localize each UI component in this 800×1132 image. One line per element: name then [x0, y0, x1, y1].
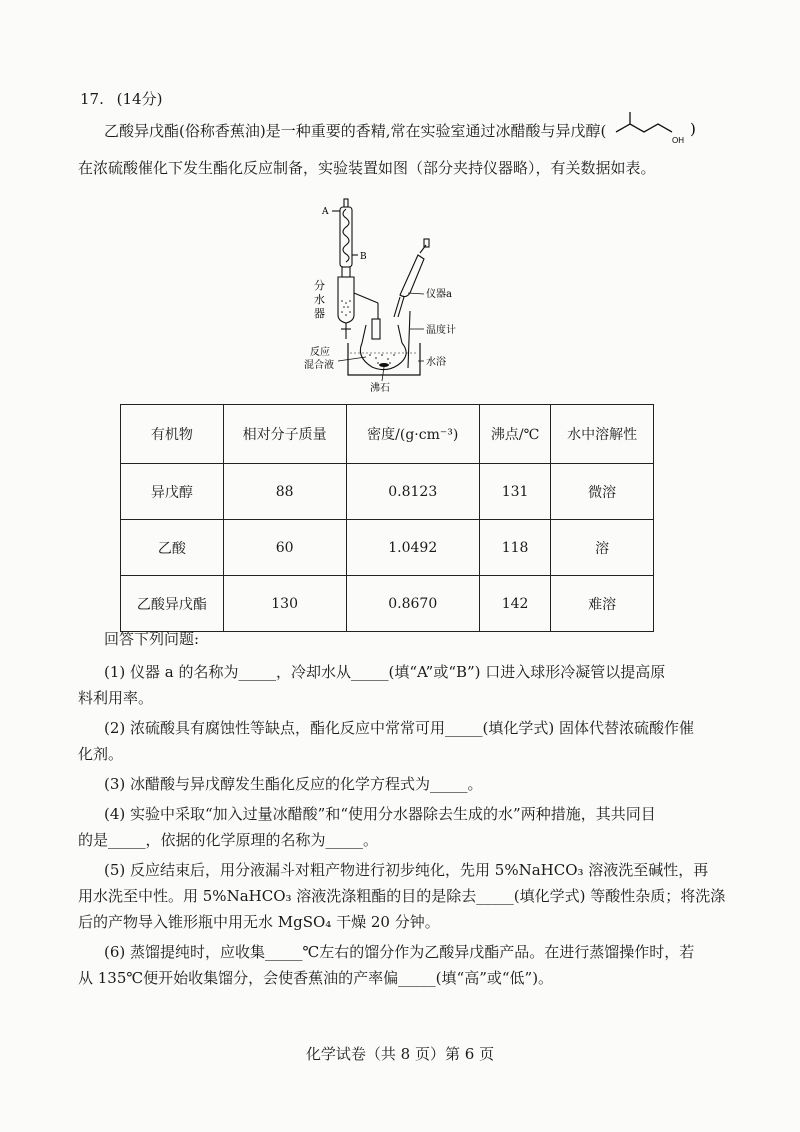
boiling-stones — [379, 363, 389, 367]
table-cell: 溶 — [551, 520, 654, 576]
table-cell: 微溶 — [551, 464, 654, 520]
sub-question-2-line2: 化剂。 — [78, 745, 124, 763]
table-cell: 1.0492 — [346, 520, 479, 576]
sub-question-1-line2: 料利用率。 — [78, 689, 154, 707]
data-table — [120, 404, 654, 632]
sub-question-6-line2: 从 135℃便开始收集馏分，会使香蕉油的产率偏_____(填“高”或“低”)。 — [78, 969, 554, 987]
intro-text-prefix: 乙酸异戊酯(俗称香蕉油)是一种重要的香精,常在实验室通过冰醋酸与异戊醇( — [104, 122, 607, 140]
sub-question-1-line1: (1) 仪器 a 的名称为_____，冷却水从_____(填“A”或“B”) 口进入球形冷凝管以提高原 — [104, 663, 666, 681]
ball-condenser — [332, 199, 358, 267]
label-separator-1: 分 — [314, 279, 325, 292]
page-footer: 化学试卷（共 8 页）第 6 页 — [305, 1045, 495, 1063]
table-cell: 乙酸异戊酯 — [121, 576, 224, 632]
thermometer — [408, 311, 410, 368]
table-cell: 142 — [479, 576, 550, 632]
table-cell: 118 — [479, 520, 550, 576]
label-reaction-mixture-1: 反应 — [310, 347, 330, 358]
header-solubility: 水中溶解性 — [551, 405, 654, 464]
question-intro-line2: 在浓硫酸催化下发生酯化反应制备，实验装置如图（部分夹持仪器略），有关数据如表。 — [78, 159, 656, 177]
sub-question-4-line2: 的是_____，依据的化学原理的名称为_____。 — [78, 831, 379, 849]
label-boiling-stone: 沸石 — [370, 383, 390, 394]
header-molar-mass: 相对分子质量 — [223, 405, 346, 464]
table-cell: 难溶 — [551, 576, 654, 632]
table-header-row — [121, 405, 654, 464]
label-a: A — [322, 207, 329, 217]
label-separator-3: 器 — [314, 307, 325, 320]
sub-question-6-line1: (6) 蒸馏提纯时，应收集_____℃左右的馏分作为乙酸异戊酯产品。在进行蒸馏操作时，若 — [104, 943, 695, 961]
label-b: B — [360, 252, 367, 262]
label-water-bath: 水浴 — [426, 357, 446, 368]
table-cell: 60 — [223, 520, 346, 576]
sub-question-5-line1: (5) 反应结束后，用分液漏斗对粗产物进行初步纯化，先用 5%NaHCO₃ 溶液洗至碱性，再 — [104, 861, 709, 879]
table-row — [121, 576, 654, 632]
table-cell: 131 — [479, 464, 550, 520]
isoamyl-alcohol-structure — [602, 112, 698, 146]
apparatus-diagram — [300, 193, 470, 398]
header-compound: 有机物 — [121, 405, 224, 464]
sub-question-5-line3: 后的产物导入锥形瓶中用无水 MgSO₄ 干燥 20 分钟。 — [78, 913, 440, 931]
sub-question-5-line2: 用水洗至中性。用 5%NaHCO₃ 溶液洗涤粗酯的目的是除去_____(填化学式) 等酸性杂质；将洗涤 — [78, 887, 726, 905]
structure-oh-label: OH — [672, 136, 684, 145]
instrument-a-leader — [408, 293, 424, 294]
separator-liquid-dots — [341, 300, 351, 316]
header-density: 密度/(g·cm⁻³) — [346, 405, 479, 464]
table-cell: 异戊醇 — [121, 464, 224, 520]
label-reaction-mixture-2: 混合液 — [304, 360, 334, 371]
table-row — [121, 464, 654, 520]
table-cell: 88 — [223, 464, 346, 520]
label-thermometer: 温度计 — [426, 325, 456, 336]
intro-text-suffix: ) — [690, 120, 696, 138]
sub-question-2-line1: (2) 浓硫酸具有腐蚀性等缺点，酯化反应中常常可用_____(填化学式) 固体代替浓硫酸作催 — [104, 719, 694, 737]
label-separator-2: 水 — [314, 293, 325, 306]
table-cell: 0.8670 — [346, 576, 479, 632]
reaction-mixture-leader — [338, 357, 366, 361]
label-instrument-a: 仪器a — [426, 289, 452, 300]
table-row — [121, 520, 654, 576]
table-cell: 130 — [223, 576, 346, 632]
question-header — [80, 88, 162, 109]
structure-bonds — [616, 124, 672, 132]
question-intro-line1 — [104, 120, 606, 141]
table-cell: 乙酸 — [121, 520, 224, 576]
table-cell: 0.8123 — [346, 464, 479, 520]
answer-prompt: 回答下列问题: — [104, 630, 200, 648]
three-neck-flask — [360, 319, 406, 370]
header-boiling-point: 沸点/℃ — [479, 405, 550, 464]
question-number: 17. — [80, 90, 104, 108]
question-points: (14分) — [116, 90, 163, 108]
sub-question-4-line1: (4) 实验中采取“加入过量冰醋酸”和“使用分水器除去生成的水”两种措施，其共同目 — [104, 805, 656, 823]
constant-pressure-funnel — [394, 239, 429, 317]
sub-question-3: (3) 冰醋酸与异戊醇发生酯化反应的化学方程式为_____。 — [104, 775, 483, 793]
flask-liquid-dots — [369, 354, 395, 364]
